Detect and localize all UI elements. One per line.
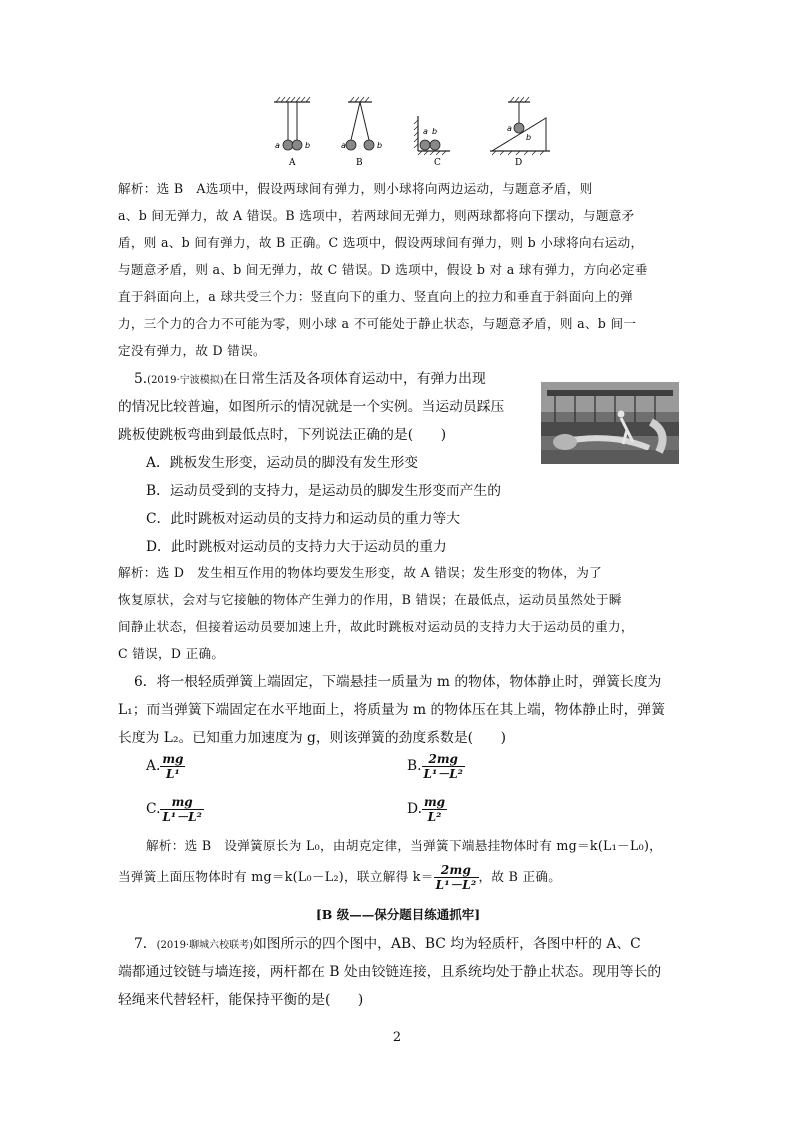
numerator: 2mg bbox=[422, 752, 465, 767]
fraction bbox=[160, 795, 203, 824]
ball-a-label: a bbox=[341, 141, 346, 150]
option-d bbox=[407, 795, 447, 824]
denominator: L¹－L² bbox=[435, 878, 477, 892]
solution-4-line-4: 与题意矛盾，则 a、b 间无弹力，故 C 错误。D 选项中，假设 b 对 a 球有弹力，方向必定垂 bbox=[118, 262, 648, 277]
denominator: L¹ bbox=[166, 767, 180, 781]
denominator: L¹－L² bbox=[423, 767, 463, 781]
option-b: B．运动员受到的支持力，是运动员的脚发生形变而产生的 bbox=[146, 483, 502, 499]
option-c bbox=[146, 795, 204, 824]
option-label: D. bbox=[407, 801, 422, 817]
question-source: (2019·宁波模拟) bbox=[147, 375, 224, 386]
question-5-text: 在日常生活及各项体育运动中，有弹力出现 bbox=[223, 371, 486, 387]
solution-4-line-7: 定没有弹力，故 D 错误。 bbox=[118, 343, 266, 358]
option-label: A. bbox=[146, 758, 161, 774]
option-label: C. bbox=[146, 801, 161, 817]
balls-figure bbox=[268, 96, 552, 168]
question-5-line-2: 的情况比较普遍，如图所示的情况就是一个实例。当运动员踩压 bbox=[118, 399, 505, 415]
figure-a bbox=[274, 97, 310, 168]
question-7-line-1 bbox=[134, 930, 682, 960]
figure-label-a: A bbox=[289, 158, 296, 168]
solution-5-line-1: 解析：选 D 发生相互作用的物体均要发生形变，故 A 错误；发生形变的物体，为了 bbox=[118, 565, 602, 580]
option-b bbox=[407, 752, 465, 781]
solution-4-line-2: a、b 间无弹力，故 A 错误。B 选项中，若两球间无弹力，则两球都将向下摆动，与题意矛 bbox=[118, 208, 635, 223]
question-7-line-3: 轻绳来代替轻杆，能保持平衡的是( ) bbox=[118, 992, 364, 1008]
option-a: A．跳板发生形变，运动员的脚没有发生形变 bbox=[146, 455, 419, 471]
ball-a-label: a bbox=[507, 124, 512, 133]
solution-6-text: 当弹簧上面压物体时有 mg＝k(L₀－L₂)，联立解得 k＝ bbox=[118, 869, 434, 884]
solution-4-line-3: 盾，则 a、b 间有弹力，故 B 正确。C 选项中，假设两球间有弹力，则 b 小球将向右运动， bbox=[118, 235, 644, 250]
numerator: mg bbox=[423, 795, 446, 809]
question-6-line-3: 长度为 L₂。已知重力加速度为 g，则该弹簧的劲度系数是( ) bbox=[118, 730, 506, 746]
ball-b-label: b bbox=[526, 133, 532, 142]
option-d: D．此时跳板对运动员的支持力大于运动员的重力 bbox=[146, 539, 447, 555]
solution-4-line-6: 力，三个力的合力不可能为零，则小球 a 不可能处于静止状态，与题意矛盾，则 a、b 间一 bbox=[118, 316, 637, 331]
figure-c bbox=[414, 116, 450, 168]
solution-5-line-4: C 错误，D 正确。 bbox=[118, 646, 225, 661]
ball-b-label: b bbox=[377, 141, 383, 150]
question-5-line-1 bbox=[134, 365, 554, 395]
figure-label-c: C bbox=[434, 158, 441, 168]
ball-a-label: a bbox=[423, 127, 428, 136]
diving-board-photo bbox=[541, 382, 679, 464]
question-7-text: 如图所示的四个图中，AB、BC 均为轻质杆，各图中杆的 A、C bbox=[253, 936, 641, 952]
question-number: 5. bbox=[134, 371, 148, 387]
denominator: L² bbox=[427, 810, 442, 824]
option-c: C．此时跳板对运动员的支持力和运动员的重力等大 bbox=[146, 511, 461, 527]
solution-5-line-3: 间静止状态，但接着运动员要加速上升，故此时跳板对运动员的支持力大于运动员的重力， bbox=[118, 619, 634, 634]
question-7-line-2: 端都通过铰链与墙连接，两杆都在 B 处由铰链连接，且系统均处于静止状态。现用等长的 bbox=[118, 964, 662, 980]
solution-6-text: ，故 B 正确。 bbox=[478, 869, 562, 884]
fraction bbox=[422, 752, 465, 781]
ball-b-label: b bbox=[305, 141, 311, 150]
fraction bbox=[434, 863, 479, 892]
question-number: 7． bbox=[134, 936, 157, 952]
fraction bbox=[422, 795, 447, 824]
question-5-line-3: 跳板使跳板弯曲到最低点时，下列说法正确的是( ) bbox=[118, 427, 447, 443]
ball-a-label: a bbox=[275, 141, 280, 150]
fraction bbox=[160, 752, 185, 781]
denominator: L¹－L² bbox=[162, 810, 202, 824]
solution-6-line-2 bbox=[118, 863, 678, 892]
figure-label-b: B bbox=[356, 158, 363, 168]
question-source: (2019·聊城六校联考) bbox=[156, 940, 254, 951]
figure-d bbox=[490, 97, 550, 168]
solution-5-line-2: 恢复原状，会对与它接触的物体产生弹力的作用，B 错误；在最低点，运动员虽然处于瞬 bbox=[118, 592, 622, 607]
ball-b-label: b bbox=[432, 127, 438, 136]
solution-4-line-1: 解析：选 B A选项中，假设两球间有弹力，则小球将向两边运动，与题意矛盾，则 bbox=[118, 181, 593, 196]
page-number: 2 bbox=[392, 1030, 402, 1045]
option-a bbox=[146, 752, 185, 781]
numerator: mg bbox=[162, 752, 184, 766]
solution-6-line-1: 解析：选 B 设弹簧原长为 L₀，由胡克定律，当弹簧下端悬挂物体时有 mg＝k(L₁－L₀)， bbox=[146, 838, 663, 853]
solution-4-line-5: 直于斜面向上，a 球共受三个力：竖直向下的重力、竖直向上的拉力和垂直于斜面向上的弹 bbox=[118, 289, 633, 304]
numerator: mg bbox=[160, 795, 203, 810]
option-label: B. bbox=[407, 758, 422, 774]
figure-b bbox=[341, 97, 382, 168]
numerator: 2mg bbox=[434, 863, 479, 878]
figure-label-d: D bbox=[515, 158, 523, 168]
section-title: [B 级——保分题目练通抓牢] bbox=[315, 907, 481, 922]
question-6-line-1: 6．将一根轻质弹簧上端固定，下端悬挂一质量为 m 的物体，物体静止时，弹簧长度为 bbox=[134, 674, 662, 690]
question-6-line-2: L₁；而当弹簧下端固定在水平地面上，将质量为 m 的物体压在其上端，物体静止时，弹簧 bbox=[118, 702, 666, 718]
